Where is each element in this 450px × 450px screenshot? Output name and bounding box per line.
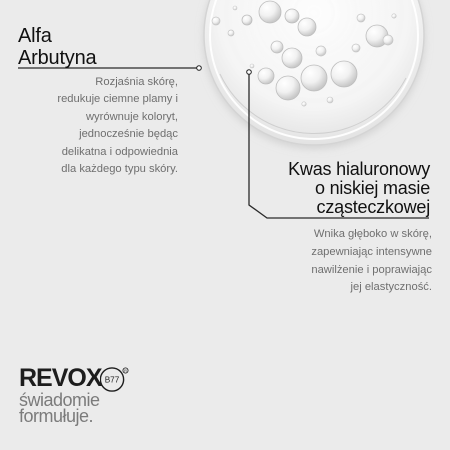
bubble xyxy=(250,64,254,68)
bubble xyxy=(392,14,396,18)
bubble xyxy=(352,44,360,52)
brand-name: REVOX xyxy=(19,364,102,392)
brand-mark-text: B77 xyxy=(104,375,120,385)
bubble xyxy=(228,30,234,36)
registered-mark-icon xyxy=(100,367,130,392)
bubble xyxy=(276,76,300,100)
ingredient-description-alpha-arbutin: Rozjaśnia skórę, redukuje ciemne plamy i wyrównuje koloryt, jednocześnie będąc delikatna i odpowiednia dla każdego typu skóry. xyxy=(57,76,178,176)
bubble xyxy=(301,65,327,91)
bubble xyxy=(298,18,316,36)
bubble xyxy=(271,41,283,53)
bubble xyxy=(331,61,357,87)
bubble xyxy=(285,9,299,23)
bubble xyxy=(302,102,306,106)
brand-logo xyxy=(19,366,149,391)
svg-text:R: R xyxy=(124,369,127,374)
bubble xyxy=(259,1,281,23)
bubble xyxy=(327,97,333,103)
bubble xyxy=(212,17,220,25)
brand-tagline: świadomie formułuje. xyxy=(19,390,100,426)
ingredient-title-alpha-arbutin: Alfa Arbutyna xyxy=(18,25,97,69)
ingredient-title-hyaluronic-acid: Kwas hialuronowy o niskiej masie cząsteczkowej xyxy=(288,159,430,218)
ingredient-description-hyaluronic-acid: Wnika głęboko w skórę, zapewniając intensywne nawilżenie i poprawiając jej elastyczność. xyxy=(311,228,432,294)
bubble xyxy=(258,68,274,84)
bubble xyxy=(316,46,326,56)
bubble xyxy=(383,35,393,45)
bubble xyxy=(357,14,365,22)
bubble xyxy=(242,15,252,25)
bubble xyxy=(233,6,237,10)
bubble xyxy=(282,48,302,68)
